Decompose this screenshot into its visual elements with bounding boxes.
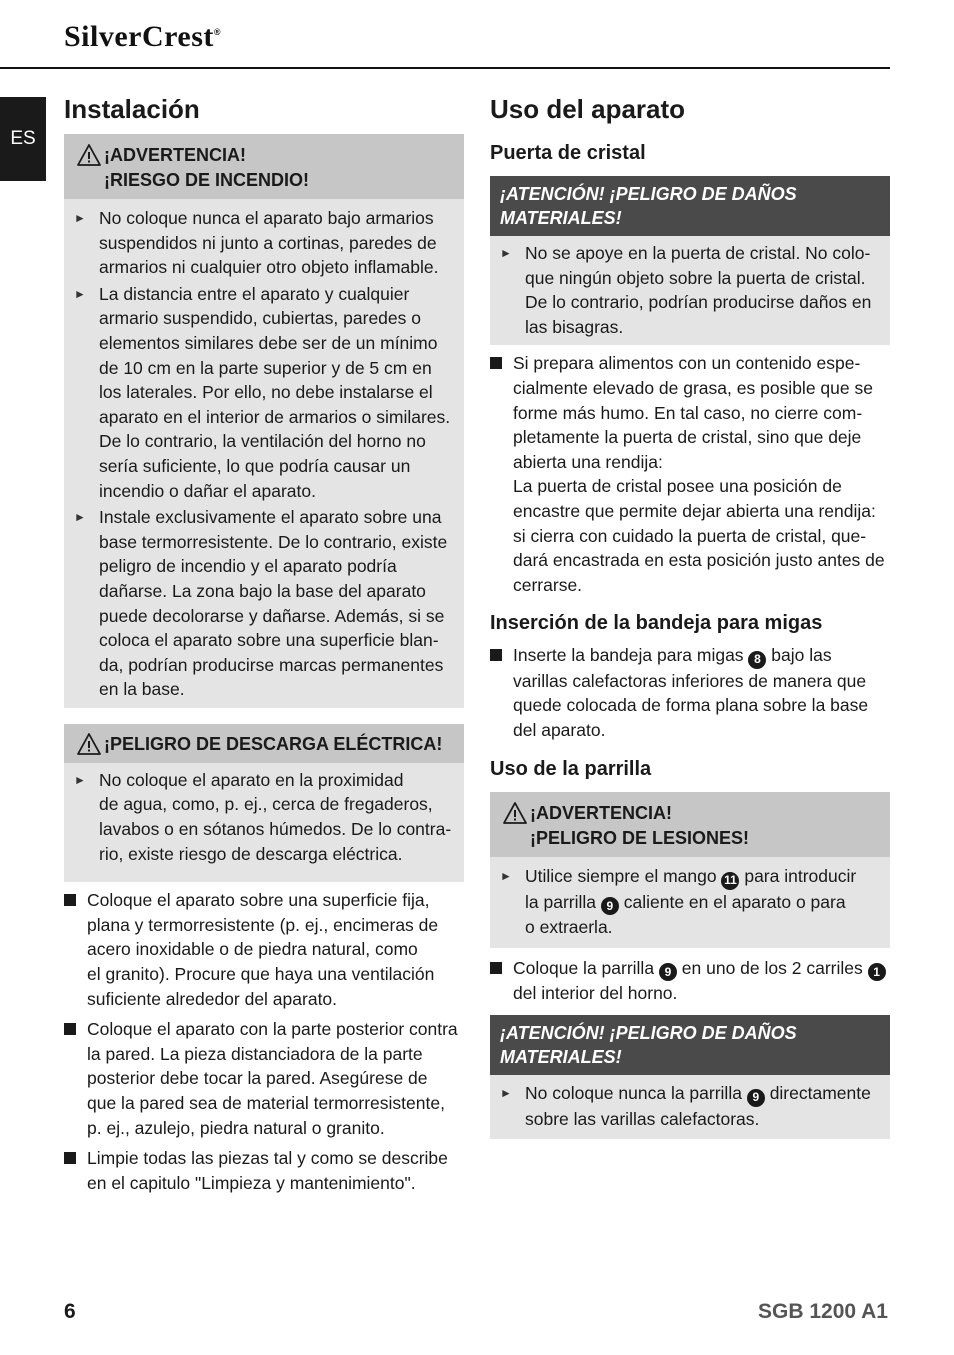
list-item: ► Instale exclusivamente el aparato sobre una base termorresistente. De lo contrario, existe peligro de incendio y el aparato podría dañarse. La zona bajo la base del aparato puede decolorarse y dañarse. Además, si se coloca el aparato sobre una superficie blan- da, podrían producirse marcas permanentes en la base. [74, 505, 454, 702]
square-bullet-icon [64, 888, 87, 1011]
installation-column [64, 92, 464, 1195]
square-bullet-icon [490, 956, 513, 1006]
heading-crumb-tray: Inserción de la bandeja para migas [490, 612, 823, 635]
step-item: Coloque la parrilla 9 en uno de los 2 carriles 1 del interior del horno. [490, 956, 890, 1006]
part-number-badge: 9 [601, 897, 619, 915]
part-number-badge: 1 [868, 963, 886, 981]
heading-glass-door: Puerta de cristal [490, 142, 646, 164]
square-bullet-icon [64, 1146, 87, 1195]
glass-door-caution-box [490, 176, 890, 345]
list-item: ► No coloque el aparato en la proximidad de agua, como, p. ej., cerca de fregaderos, lavabos o en sótanos húmedos. De lo contra- rio, existe riesgo de descarga eléctrica. [74, 768, 454, 866]
step-item: Coloque el aparato con la parte posterior contra la pared. La pieza distanciadora de la parte posterior debe tocar la pared. Asegúrese de que la pared sea de material termorresistente, p. ej., azulejo, piedra natural o granito. [64, 1017, 464, 1140]
section-title-usage: Uso del aparato [490, 94, 686, 124]
injury-warning-header: ¡ADVERTENCIA! ¡PELIGRO DE LESIONES! [490, 792, 890, 857]
arrow-bullet-icon: ► [74, 772, 86, 787]
shock-warning-header [64, 724, 464, 763]
model-number: SGB 1200 A1 [758, 1300, 888, 1323]
warning-triangle-icon [500, 801, 530, 825]
part-number-badge: 9 [659, 963, 677, 981]
usage-column [490, 92, 890, 1139]
warning-triangle-icon [74, 143, 104, 167]
step-item: Si prepara alimentos con un contenido espe- cialmente elevado de grasa, es posible que se forme más humo. En tal caso, no cierre com- pletamente la puerta de cristal, sino que deje abierta una rendija: La puerta de cristal posee una posición de encastre que permite dejar abierta una rendija: si cierra con cuidado la puerta de cristal, que- dará encastrada en esta posición justo antes de cerrarse. [490, 351, 890, 597]
warning-triangle-icon [74, 732, 104, 756]
shock-warning-line1: ¡PELIGRO DE DESCARGA ELÉCTRICA! [104, 733, 443, 754]
fire-warning-line2: ¡RIESGO DE INCENDIO! [104, 170, 310, 190]
caution-header: ¡ATENCIÓN! ¡PELIGRO DE DAÑOS MATERIALES! [490, 1015, 890, 1075]
section-title-installation: Instalación [64, 94, 200, 124]
list-item: ► No coloque nunca la parrilla 9 directamente sobre las varillas calefactoras. [500, 1081, 880, 1131]
fire-warning-header [64, 134, 464, 199]
header-rule [0, 67, 890, 69]
arrow-bullet-icon: ► [74, 211, 86, 225]
shock-warning-box [64, 724, 464, 882]
arrow-bullet-icon: ► [500, 1086, 512, 1101]
list-item: ► Utilice siempre el mango 11 para introducir la parrilla 9 caliente en el aparato o para o extraerla. [500, 864, 880, 939]
page-number: 6 [64, 1300, 76, 1323]
arrow-bullet-icon: ► [500, 869, 512, 884]
arrow-bullet-icon: ► [74, 510, 86, 525]
brand-logo: SilverCrest® [64, 20, 222, 53]
part-number-badge: 8 [748, 651, 766, 669]
fire-warning-box [64, 134, 464, 708]
square-bullet-icon [64, 1017, 87, 1140]
square-bullet-icon [490, 643, 513, 742]
language-tab: ES [0, 97, 46, 181]
heading-grill: Uso de la parrilla [490, 758, 652, 781]
caution-header: ¡ATENCIÓN! ¡PELIGRO DE DAÑOS MATERIALES! [490, 176, 890, 236]
step-item: Coloque el aparato sobre una superficie fija, plana y termorresistente (p. ej., encimeras de acero inoxidable o de piedra natural, como el granito). Procure que haya una ventilación suficiente alrededor del aparato. [64, 888, 464, 1011]
arrow-bullet-icon: ► [500, 246, 512, 260]
part-number-badge: 9 [747, 1089, 765, 1107]
step-item: Inserte la bandeja para migas 8 bajo las varillas calefactoras inferiores de manera que quede colocada de forma plana sobre la base del aparato. [490, 643, 890, 742]
list-item: ► No coloque nunca el aparato bajo armarios suspendidos ni junto a cortinas, paredes de armarios ni cualquier otro objeto inflamable. [74, 206, 454, 280]
step-item: Limpie todas las piezas tal y como se describe en el capitulo "Limpieza y mantenimiento". [64, 1146, 464, 1195]
list-item: ► La distancia entre el aparato y cualquier armario suspendido, cubiertas, paredes o elementos similares debe ser de un mínimo de 10 cm en la parte superior y de 5 cm en los laterales. Por ello, no debe instalarse el aparato en el interior de armarios o similares. De lo contrario, la ventilación del horno no sería suficiente, lo que podría causar un incendio o dañar el aparato. [74, 282, 454, 503]
square-bullet-icon [490, 351, 513, 597]
arrow-bullet-icon: ► [74, 286, 86, 301]
fire-warning-line1: ¡ADVERTENCIA! [104, 145, 246, 165]
injury-warning-box [490, 792, 890, 947]
grill-caution-box [490, 1015, 890, 1139]
list-item: ► No se apoye en la puerta de cristal. No colo- que ningún objeto sobre la puerta de cristal. De lo contrario, podrían producirse daños en las bisagras. [500, 241, 880, 339]
part-number-badge: 11 [721, 872, 739, 890]
